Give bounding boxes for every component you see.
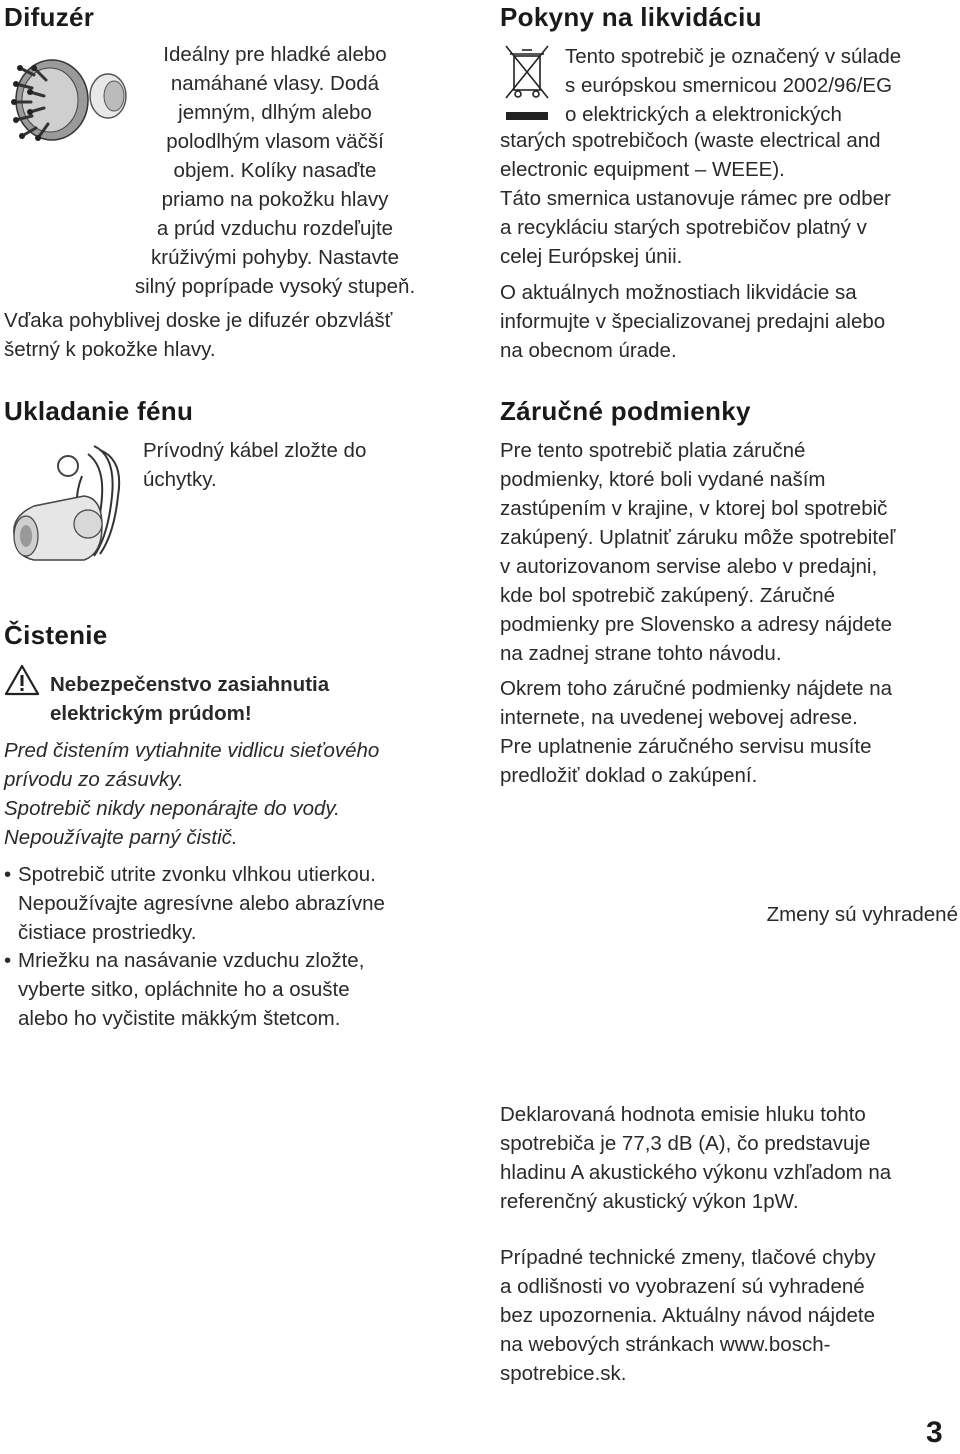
zarucne-text-1: Pre tento spotrebič platia záručné podmienky, ktoré boli vydané naším zastúpením v krajine, v ktorej bol spotrebič zakúpený. Uplatniť záruku môže spotrebiteľ v autorizovanom servise alebo v predajni, kde bol spotrebič zakúpený. Záručné podmienky pre Slovensko a adresy nájdete na zadnej strane tohto návodu. (500, 439, 896, 665)
zmeny-text: Zmeny sú vyhradené (766, 903, 958, 926)
difuzer-text-full: Vďaka pohyblivej doske je difuzér obzvlášť šetrný k pokožke hlavy. (4, 309, 393, 361)
section-title-difuzer: Difuzér (4, 2, 95, 32)
section-title-ukladanie: Ukladanie fénu (4, 396, 194, 426)
bullet-dot: • (4, 949, 12, 972)
warning-triangle-icon (4, 664, 40, 701)
hluk-text: Deklarovaná hodnota emisie hluku tohto spotrebiča je 77,3 dB (A), čo predstavuje hladinu A akustického výkonu vzhľadom na referenčný akustický výkon 1pW. (500, 1103, 892, 1213)
storage-illustration (4, 436, 134, 586)
page-number: 3 (926, 1416, 943, 1449)
diffuser-illustration (4, 40, 134, 150)
cistenie-italic-text: Pred čistením vytiahnite vidlicu sieťového prívodu zo zásuvky. Spotrebič nikdy neponárajte do vody. Nepoužívajte parný čistič. (4, 739, 380, 849)
zarucne-text-2: Okrem toho záručné podmienky nájdete na internete, na uvedenej webovej adrese. Pre uplatnenie záručného servisu musíte predložiť doklad o zakúpení. (500, 677, 893, 787)
pokyny-text: starých spotrebičoch (waste electrical and electronic equipment – WEEE). Táto smernica ustanovuje rámec pre odber a recykláciu starých spotrebičov platný v celej Európskej únii. (500, 129, 891, 268)
section-title-cistenie: Čistenie (4, 620, 108, 650)
bullet-dot: • (4, 863, 12, 886)
ukladanie-text: Prívodný kábel zložte do úchytky. (143, 439, 367, 491)
cistenie-bullet-1: • Spotrebič utrite zvonku vlhkou utierkou. Nepoužívajte agresívne alebo abrazívne čistiace prostriedky. (4, 860, 474, 947)
warning-text: Nebezpečenstvo zasiahnutia elektrickým prúdom! (50, 673, 330, 725)
pokyny-icon-text: Tento spotrebič je označený v súlade s európskou smernicou 2002/96/EG o elektrických a elektronických (565, 45, 902, 126)
section-title-zarucne: Záručné podmienky (500, 396, 751, 426)
section-title-pokyny: Pokyny na likvidáciu (500, 2, 762, 32)
cistenie-bullet-2: • Mriežku na nasávanie vzduchu zložte, vyberte sitko, opláchnite ho a osušte alebo ho vyčistite mäkkým štetcom. (4, 946, 474, 1033)
technicke-zmeny-text: Prípadné technické zmeny, tlačové chyby a odlišnosti vo vyobrazení sú vyhradené bez upozornenia. Aktuálny návod nájdete na webových stránkach www.bosch- spotrebice.sk. (500, 1246, 876, 1385)
crossed-out-wheelie-bin-icon (502, 42, 552, 127)
difuzer-text-wrapped: Ideálny pre hladké alebo namáhané vlasy. Dodá jemným, dlhým alebo polodlhým vlasom väčší objem. Kolíky nasaďte priamo na pokožku hlavy a prúd vzduchu rozdeľujte krúživými pohyby. Nastavte silný poprípade vysoký stupeň. (134, 43, 416, 298)
pokyny-text-2: O aktuálnych možnostiach likvidácie sa informujte v špecializovanej predajni alebo na obecnom úrade. (500, 281, 886, 362)
